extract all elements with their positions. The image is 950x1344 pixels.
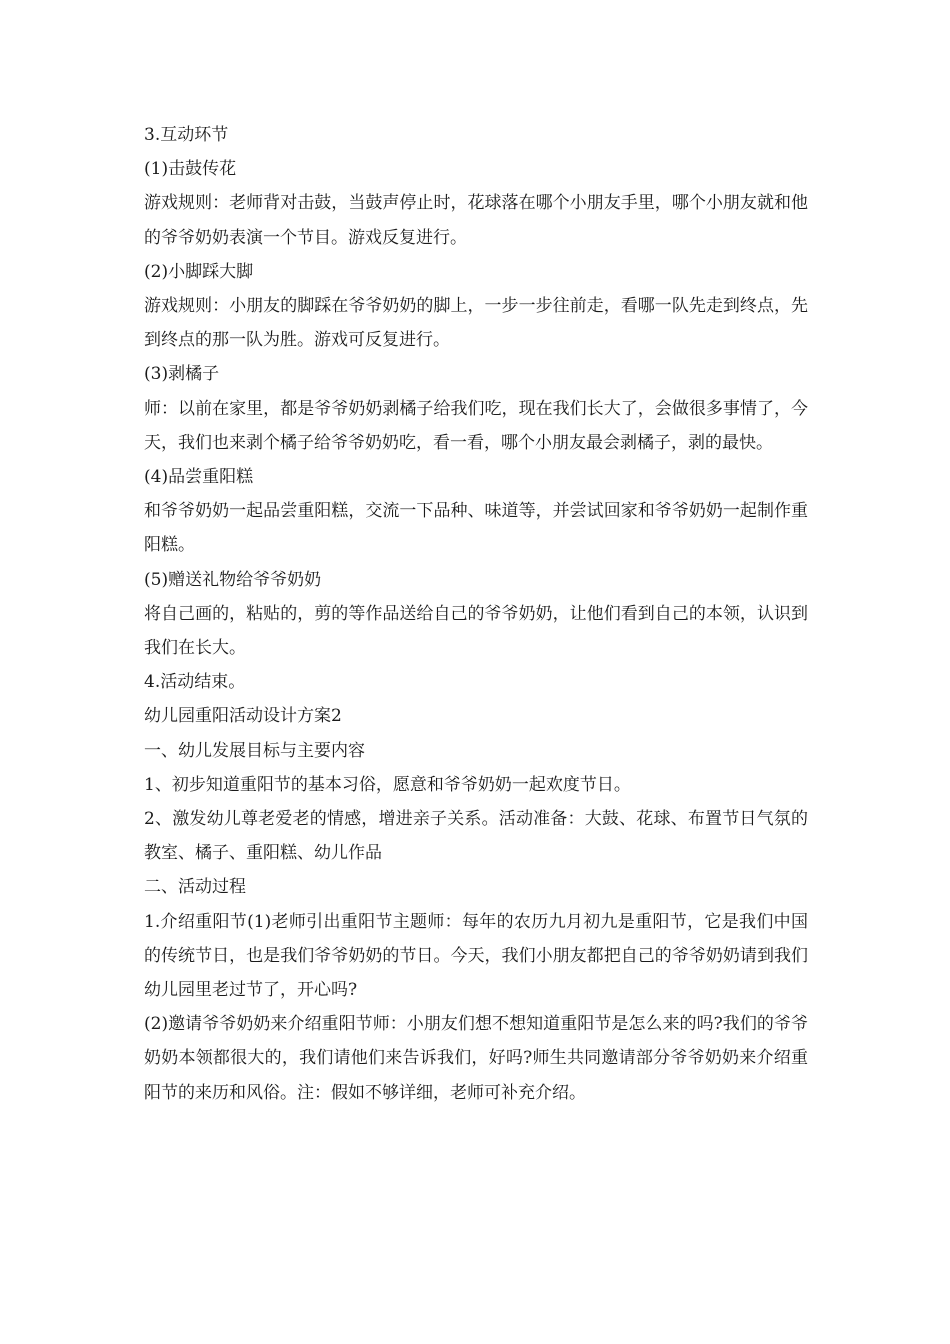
goal-item-1: 1、初步知道重阳节的基本习俗，愿意和爷爷奶奶一起欢度节日。 [144, 774, 631, 795]
section-heading-process: 二、活动过程 [144, 877, 246, 898]
paragraph-drum-flower-rules: 游戏规则：老师背对击鼓，当鼓声停止时，花球落在哪个小朋友手里，哪个小朋友就和他的爷爷奶奶表演一个节目。游戏反复进行。 [144, 193, 808, 248]
subheading-taste-cake: (4)品尝重阳糕 [144, 467, 254, 488]
paragraph-give-gifts: 将自己画的，粘贴的，剪的等作品送给自己的爷爷奶奶，让他们看到自己的本领，认识到我们在长大。 [144, 603, 808, 659]
paragraph-taste-cake: 和爷爷奶奶一起品尝重阳糕，交流一下品种、味道等，并尝试回家和爷爷奶奶一起制作重阳糕。 [144, 501, 808, 556]
subheading-drum-flower: (1)击鼓传花 [144, 159, 237, 180]
subheading-peel-orange: (3)剥橘子 [144, 364, 220, 385]
paragraph-peel-orange: 师：以前在家里，都是爷爷奶奶剥橘子给我们吃，现在我们长大了，会做很多事情了，今天，我们也来剥个橘子给爷爷奶奶吃，看一看，哪个小朋友最会剥橘子，剥的最快。 [144, 398, 808, 453]
section-heading-interaction: 3.互动环节 [144, 125, 229, 145]
subheading-small-foot-big-foot: (2)小脚踩大脚 [144, 261, 254, 282]
section-heading-activity-end: 4.活动结束。 [144, 672, 246, 693]
paragraph-introduce-festival: 1.介绍重阳节(1)老师引出重阳节主题师：每年的农历九月初九是重阳节，它是我们中国的传统节日，也是我们爷爷奶奶的节日。今天，我们小朋友都把自己的爷爷奶奶请到我们幼儿园里老过节了，开心吗? [144, 911, 808, 1001]
paragraph-invite-grandparents: (2)邀请爷爷奶奶来介绍重阳节师：小朋友们想不想知道重阳节是怎么来的吗?我们的爷爷奶奶本领都很大的，我们请他们来告诉我们，好吗?师生共同邀请部分爷爷奶奶来介绍重阳节的来历和风俗。注：假如不够详细，老师可补充介绍。 [144, 1014, 808, 1103]
plan-title-2: 幼儿园重阳活动设计方案2 [144, 706, 342, 727]
paragraph-small-foot-rules: 游戏规则：小朋友的脚踩在爷爷奶奶的脚上，一步一步往前走，看哪一队先走到终点，先到终点的那一队为胜。游戏可反复进行。 [144, 296, 808, 351]
goal-item-2: 2、激发幼儿尊老爱老的情感，增进亲子关系。活动准备：大鼓、花球、布置节日气氛的教室、橘子、重阳糕、幼儿作品 [144, 809, 808, 864]
section-heading-goals: 一、幼儿发展目标与主要内容 [144, 740, 365, 761]
document-body [144, 118, 808, 1110]
subheading-give-gifts: (5)赠送礼物给爷爷奶奶 [144, 569, 322, 590]
